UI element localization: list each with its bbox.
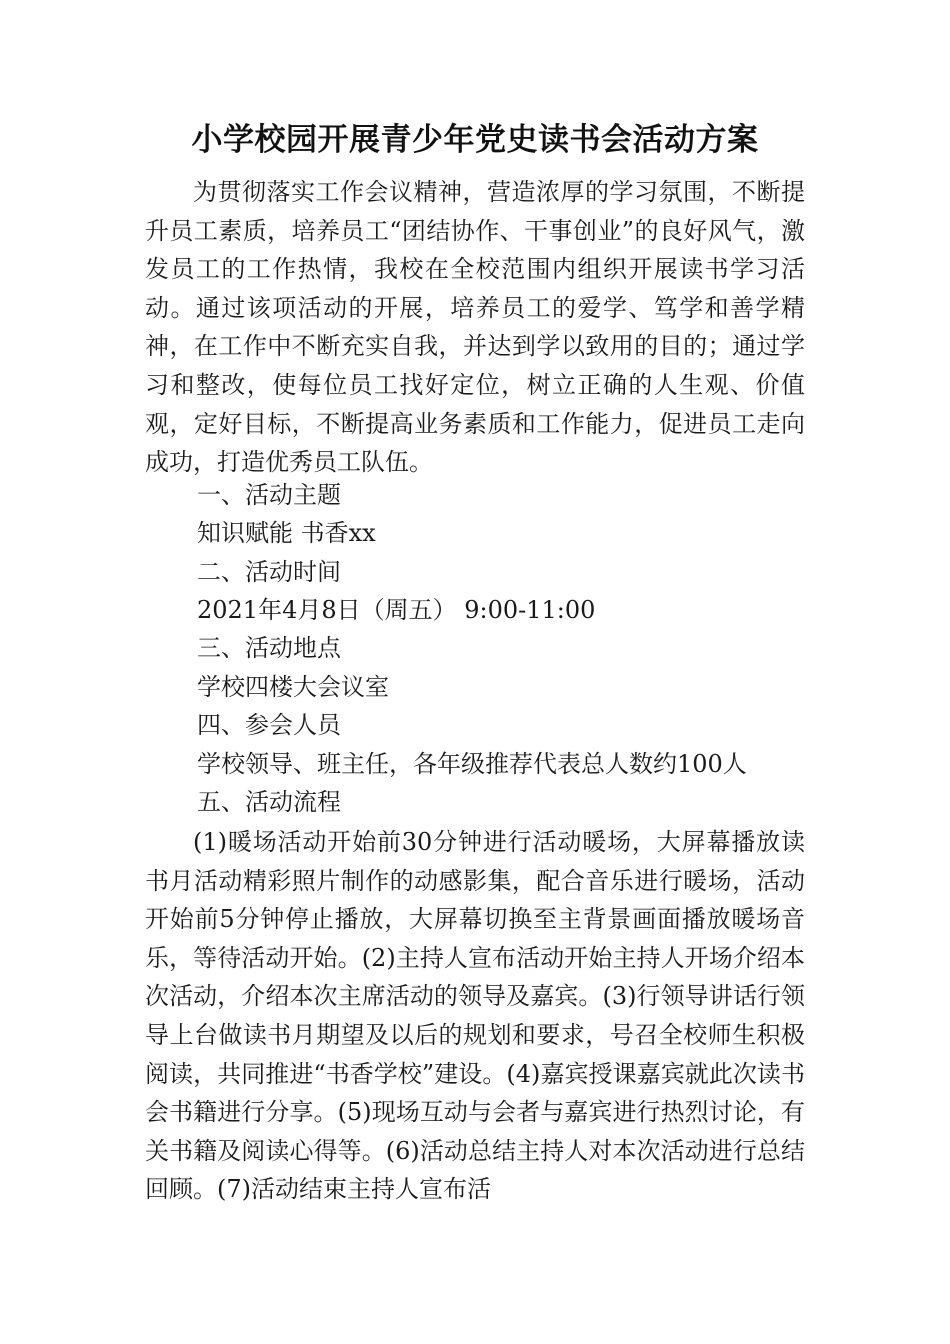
section-content-time: 2021年4月8日（周五） 9:00-11:00 <box>197 596 596 624</box>
section-heading-time: 二、活动时间 <box>197 558 341 586</box>
intro-paragraph: 为贯彻落实工作会议精神，营造浓厚的学习氛围，不断提升员工素质，培养员工“团结协作、干事创业”的良好风气，激发员工的工作热情，我校在全校范围内组织开展读书学习活动。通过该项活动的开展，培养员工的爱学、笃学和善学精神，在工作中不断充实自我，并达到学以致用的目的；通过学习和整改，使每位员工找好定位，树立正确的人生观、价值观，定好目标，不断提高业务素质和工作能力，促进员工走向成功，打造优秀员工队伍。 <box>145 178 805 477</box>
section-heading-theme: 一、活动主题 <box>197 481 341 509</box>
process-paragraph: (1)暖场活动开始前30分钟进行活动暖场，大屏幕播放读书月活动精彩照片制作的动感影集，配合音乐进行暖场，活动开始前5分钟停止播放，大屏幕切换至主背景画面播放暖场音乐，等待活动开始。(2)主持人宣布活动开始主持人开场介绍本次活动，介绍本次主席活动的领导及嘉宾。(3)行领导讲话行领导上台做读书月期望及以后的规划和要求，号召全校师生积极阅读，共同推进“书香学校”建设。(4)嘉宾授课嘉宾就此次读书会书籍进行分享。(5)现场互动与会者与嘉宾进行热烈讨论，有关书籍及阅读心得等。(6)活动总结主持人对本次活动进行总结回顾。(7)活动结束主持人宣布活 <box>145 828 805 1204</box>
section-content-location: 学校四楼大会议室 <box>197 673 389 701</box>
document-title: 小学校园开展青少年党史读书会活动方案 <box>191 122 759 158</box>
process-paragraph-block <box>145 823 805 1209</box>
section-content-participants: 学校领导、班主任，各年级推荐代表总人数约100人 <box>197 750 747 778</box>
section-heading-process: 五、活动流程 <box>197 788 341 816</box>
section-heading-participants: 四、参会人员 <box>197 711 341 739</box>
section-heading-location: 三、活动地点 <box>197 634 341 662</box>
intro-paragraph-block <box>145 173 805 482</box>
section-content-theme: 知识赋能 书香xx <box>197 519 376 547</box>
